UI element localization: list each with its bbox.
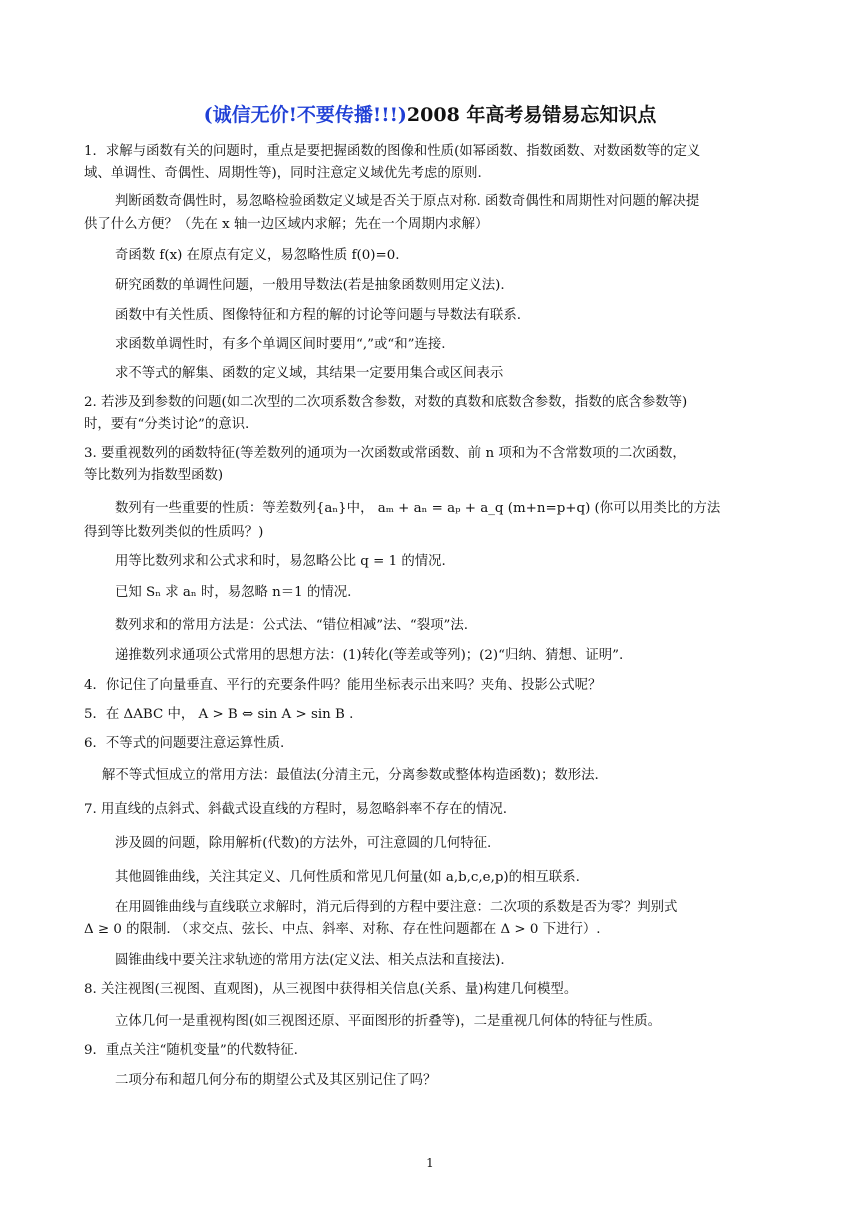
paragraph-line: 涉及圆的问题，除用解析(代数)的方法外，可注意圆的几何特征. — [115, 836, 492, 851]
paragraph-line: 函数中有关性质、图像特征和方程的解的讨论等问题与导数法有联系. — [115, 308, 521, 323]
paragraph-line: 数列有一些重要的性质：等差数列{aₙ}中， aₘ + aₙ = aₚ + a_q (m+n=p+q) (你可以用类比的方法 — [115, 501, 721, 516]
paragraph-line: 已知 Sₙ 求 aₙ 时，易忽略 n＝1 的情况. — [115, 585, 352, 600]
paragraph-line: 判断函数奇偶性时，易忽略检验函数定义域是否关于原点对称. 函数奇偶性和周期性对问题的解决提 — [115, 194, 700, 209]
paragraph-line: 得到等比数列类似的性质吗？) — [84, 525, 264, 540]
paragraph-line: 时，要有“分类讨论”的意识. — [84, 417, 250, 432]
paragraph-line: Δ ≥ 0 的限制. （求交点、弦长、中点、斜率、对称、存在性问题都在 Δ > 0 下进行）. — [84, 922, 601, 937]
paragraph-line: 其他圆锥曲线，关注其定义、几何性质和常见几何量(如 a,b,c,e,p)的相互联系. — [115, 870, 580, 885]
paragraph-line: 解不等式恒成立的常用方法：最值法(分清主元，分离参数或整体构造函数)；数形法. — [102, 768, 599, 783]
page-number: 1 — [426, 1156, 434, 1170]
paragraph-line: 3. 要重视数列的函数特征(等差数列的通项为一次函数或常函数、前 n 项和为不含常数项的二次函数， — [84, 446, 686, 461]
paragraph-line: 求函数单调性时，有多个单调区间时要用“,”或“和”连接. — [115, 337, 446, 352]
paragraph-line: 用等比数列求和公式求和时，易忽略公比 q = 1 的情况. — [115, 554, 446, 569]
paragraph-line: 求不等式的解集、函数的定义域，其结果一定要用集合或区间表示 — [115, 366, 504, 381]
paragraph-line: 在用圆锥曲线与直线联立求解时，消元后得到的方程中要注意：二次项的系数是否为零？判别式 — [115, 900, 678, 915]
paragraph-line: 等比数列为指数型函数) — [84, 468, 224, 483]
paragraph-line: 研究函数的单调性问题，一般用导数法(若是抽象函数则用定义法). — [115, 278, 505, 293]
paragraph-line: 1．求解与函数有关的问题时，重点是要把握函数的图像和性质(如幂函数、指数函数、对数函数等的定义 — [84, 144, 701, 159]
title-prefix: (诚信无价!不要传播!!!) — [203, 104, 407, 126]
paragraph-line: 4．你记住了向量垂直、平行的充要条件吗？能用坐标表示出来吗？夹角、投影公式呢？ — [84, 678, 602, 693]
page-title — [0, 100, 860, 127]
paragraph-line: 域、单调性、奇偶性、周期性等)，同时注意定义域优先考虑的原则. — [84, 166, 482, 181]
paragraph-line: 6．不等式的问题要注意运算性质. — [84, 736, 285, 751]
paragraph-line: 9．重点关注“随机变量”的代数特征. — [84, 1043, 298, 1058]
paragraph-line: 数列求和的常用方法是：公式法、“错位相减”法、“裂项”法. — [115, 618, 469, 633]
paragraph-line: 7. 用直线的点斜式、斜截式设直线的方程时，易忽略斜率不存在的情况. — [84, 802, 508, 817]
paragraph-line: 5．在 ΔABC 中， A > B ⇔ sin A > sin B . — [84, 707, 354, 722]
paragraph-line: 奇函数 f(x) 在原点有定义，易忽略性质 f(0)=0. — [115, 248, 400, 263]
paragraph-line: 供了什么方便？（先在 x 轴一边区域内求解；先在一个周期内求解） — [84, 217, 489, 232]
paragraph-line: 2. 若涉及到参数的问题(如二次型的二次项系数含参数，对数的真数和底数含参数，指数的底含参数等) — [84, 395, 688, 410]
paragraph-line: 圆锥曲线中要关注求轨迹的常用方法(定义法、相关点法和直接法). — [115, 953, 505, 968]
paragraph-line: 递推数列求通项公式常用的思想方法：(1)转化(等差或等列)；(2)“归纳、猜想、证明”. — [115, 648, 624, 663]
paragraph-line: 二项分布和超几何分布的期望公式及其区别记住了吗？ — [115, 1073, 437, 1088]
paragraph-line: 8. 关注视图(三视图、直观图)，从三视图中获得相关信息(关系、量)构建几何模型。 — [84, 982, 578, 997]
title-main: 2008 年高考易错易忘知识点 — [406, 104, 657, 126]
paragraph-line: 立体几何一是重视构图(如三视图还原、平面图形的折叠等)，二是重视几何体的特征与性质。 — [115, 1014, 662, 1029]
